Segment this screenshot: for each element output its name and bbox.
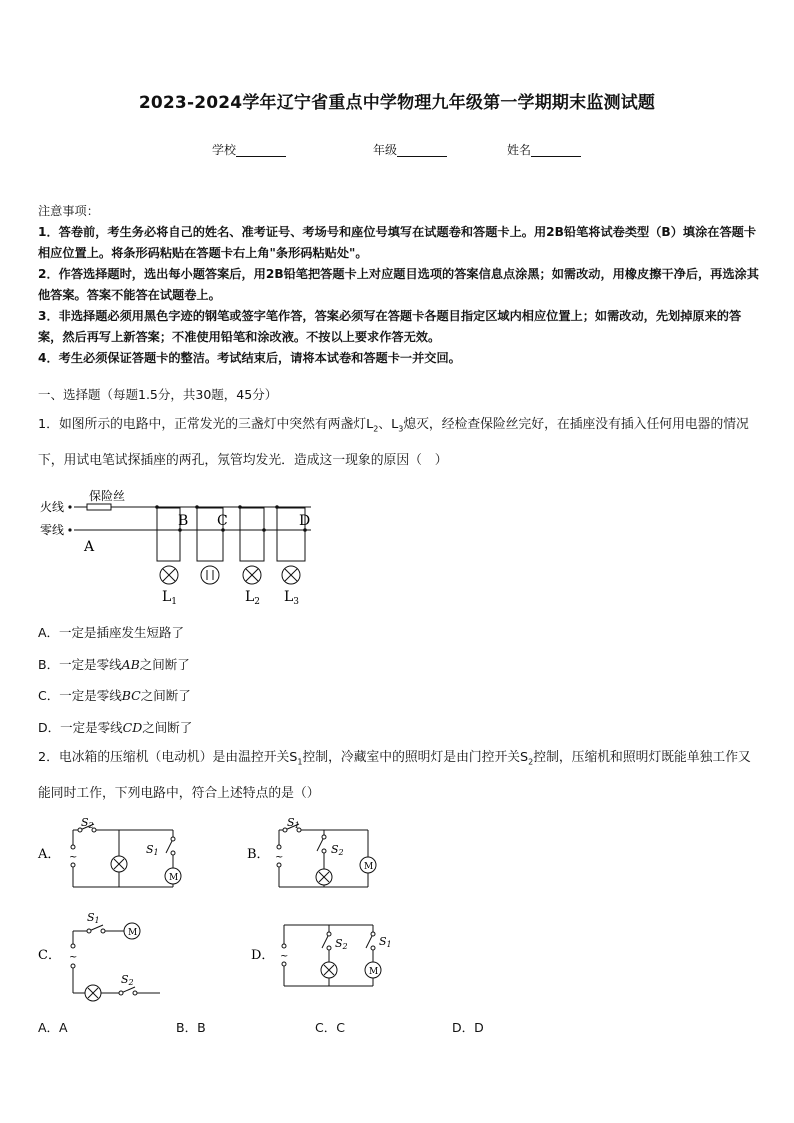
q2-option-a[interactable]: A．A <box>38 1020 68 1035</box>
socket-icon <box>201 566 219 584</box>
svg-text:S1: S1 <box>287 816 300 830</box>
q1-option-c[interactable]: C．一定是零线BC之间断了 <box>38 688 191 703</box>
school-field <box>212 141 286 158</box>
svg-text:M: M <box>369 967 379 977</box>
svg-text:S2: S2 <box>331 843 344 857</box>
svg-text:~: ~ <box>275 852 284 863</box>
svg-text:A．: A． <box>38 847 61 862</box>
notice-item-1: 1．答卷前，考生务必将自己的姓名、准考证号、考场号和座位号填写在试题卷和答题卡上。用2B铅笔将试卷类型（B）填涂在答题卡相应位置上。将条形码粘贴在答题卡右上角"条形码粘贴处"。 <box>38 225 757 260</box>
point-A: A <box>84 539 95 555</box>
svg-text:S1: S1 <box>146 843 159 857</box>
svg-text:M: M <box>128 928 138 938</box>
lamp-L2-label: $L_2$ <box>245 589 261 607</box>
lamp-L3-label: $L_3$ <box>284 589 300 607</box>
q2-option-d[interactable]: D．D <box>452 1020 484 1035</box>
school-blank <box>236 144 286 157</box>
grade-label: 年级 <box>373 143 398 157</box>
fuse-symbol <box>87 504 111 510</box>
svg-text:D．: D． <box>251 948 275 963</box>
svg-text:S1: S1 <box>379 935 392 949</box>
svg-text:M: M <box>169 873 179 883</box>
svg-text:B．: B． <box>247 847 270 862</box>
name-blank <box>531 144 581 157</box>
question-1-circuit-diagram <box>38 486 328 608</box>
section-heading: 一、选择题（每题1.5分，共30题，45分） <box>38 387 278 402</box>
q1-option-b[interactable]: B．一定是零线AB之间断了 <box>38 657 190 672</box>
q1-option-d[interactable]: D．一定是零线CD之间断了 <box>38 720 193 735</box>
notice-item-3: 3．非选择题必须用黑色字迹的钢笔或签字笔作答，答案必须写在答题卡各题目指定区域内相应位置上；如需改动，先划掉原来的答案，然后再写上新答案；不准使用铅笔和涂改液。不按以上要求作答无效。 <box>38 309 742 344</box>
svg-text:~: ~ <box>69 852 78 863</box>
q2-circuit-c[interactable] <box>36 908 186 1006</box>
notice-item-4: 4．考生必须保证答题卡的整洁。考试结束后，请将本试卷和答题卡一并交回。 <box>38 351 461 365</box>
svg-text:C．: C． <box>38 948 61 963</box>
q2-circuit-b[interactable] <box>245 813 395 895</box>
point-C: C <box>217 513 228 529</box>
q2-circuit-d[interactable] <box>249 918 399 996</box>
page-title: 2023-2024学年辽宁省重点中学物理九年级第一学期期末监测试题 <box>138 93 656 113</box>
notice-item-2: 2．作答选择题时，选出每小题答案后，用2B铅笔把答题卡上对应题目选项的答案信息点涂黑；如需改动，用橡皮擦干净后，再选涂其他答案。答案不能答在试题卷上。 <box>38 267 759 302</box>
svg-text:M: M <box>364 862 374 872</box>
point-B: B <box>178 513 189 529</box>
question-1-stem: 1．如图所示的电路中，正常发光的三盏灯中突然有两盏灯$L_2$、$L_3$熄灭，经检查保险丝完好，在插座没有插入任何用电器的情况下，用试电笔试探插座的两孔，氖管均发光．造成这一现象的原因（ ） <box>38 417 749 468</box>
name-field <box>507 141 581 158</box>
point-D: D <box>299 513 311 529</box>
svg-text:S2: S2 <box>81 816 94 830</box>
name-label: 姓名 <box>507 143 532 157</box>
svg-text:S1: S1 <box>87 911 100 925</box>
question-2-stem: 2．电冰箱的压缩机（电动机）是由温控开关$S_1$控制，冷藏室中的照明灯是由门控开关$S_2$控制，压缩机和照明灯既能单独工作又能同时工作，下列电路中，符合上述特点的是（） <box>38 750 751 801</box>
fuse-label: 保险丝 <box>89 489 126 503</box>
grade-blank <box>397 144 447 157</box>
grade-field <box>373 141 447 158</box>
neutral-wire-label: 零线 <box>40 523 65 537</box>
svg-text:~: ~ <box>69 952 78 963</box>
q2-circuit-a[interactable] <box>36 813 186 895</box>
school-label: 学校 <box>212 143 237 157</box>
live-wire-label: 火线 <box>40 500 65 514</box>
svg-text:S2: S2 <box>121 973 134 987</box>
svg-text:~: ~ <box>280 951 289 962</box>
svg-text:S2: S2 <box>335 937 348 951</box>
q1-option-a[interactable]: A．一定是插座发生短路了 <box>38 625 185 640</box>
q2-option-c[interactable]: C．C <box>315 1020 345 1035</box>
notice-heading: 注意事项： <box>38 204 99 218</box>
lamp-L1-label: $L_1$ <box>162 589 178 607</box>
q2-option-b[interactable]: B．B <box>176 1020 206 1035</box>
